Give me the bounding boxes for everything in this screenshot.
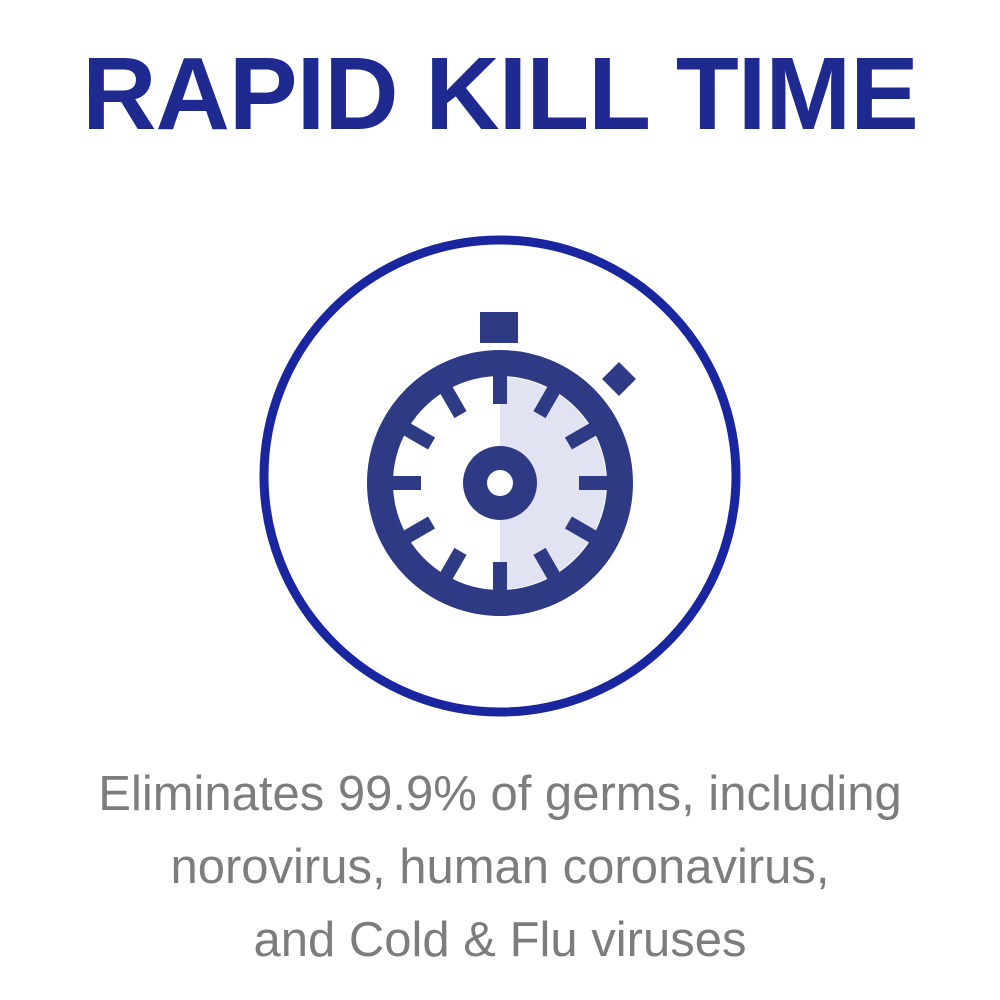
- description-line-3: and Cold & Flu viruses: [253, 913, 747, 967]
- center-hub-hole: [487, 470, 513, 496]
- page-title: RAPID KILL TIME: [82, 36, 918, 151]
- center-hub: [463, 446, 537, 520]
- side-button: [602, 362, 636, 396]
- description-line-2: norovirus, human coronavirus,: [170, 840, 830, 894]
- description-text: [0, 758, 1000, 977]
- watch-ring: [380, 363, 620, 603]
- crown-button: [480, 312, 518, 343]
- description-line-1: Eliminates 99.9% of germs, including: [98, 767, 902, 821]
- dial-elapsed-half: [500, 377, 606, 589]
- badge-outer-circle: [264, 240, 736, 712]
- tick-marks: [390, 373, 610, 593]
